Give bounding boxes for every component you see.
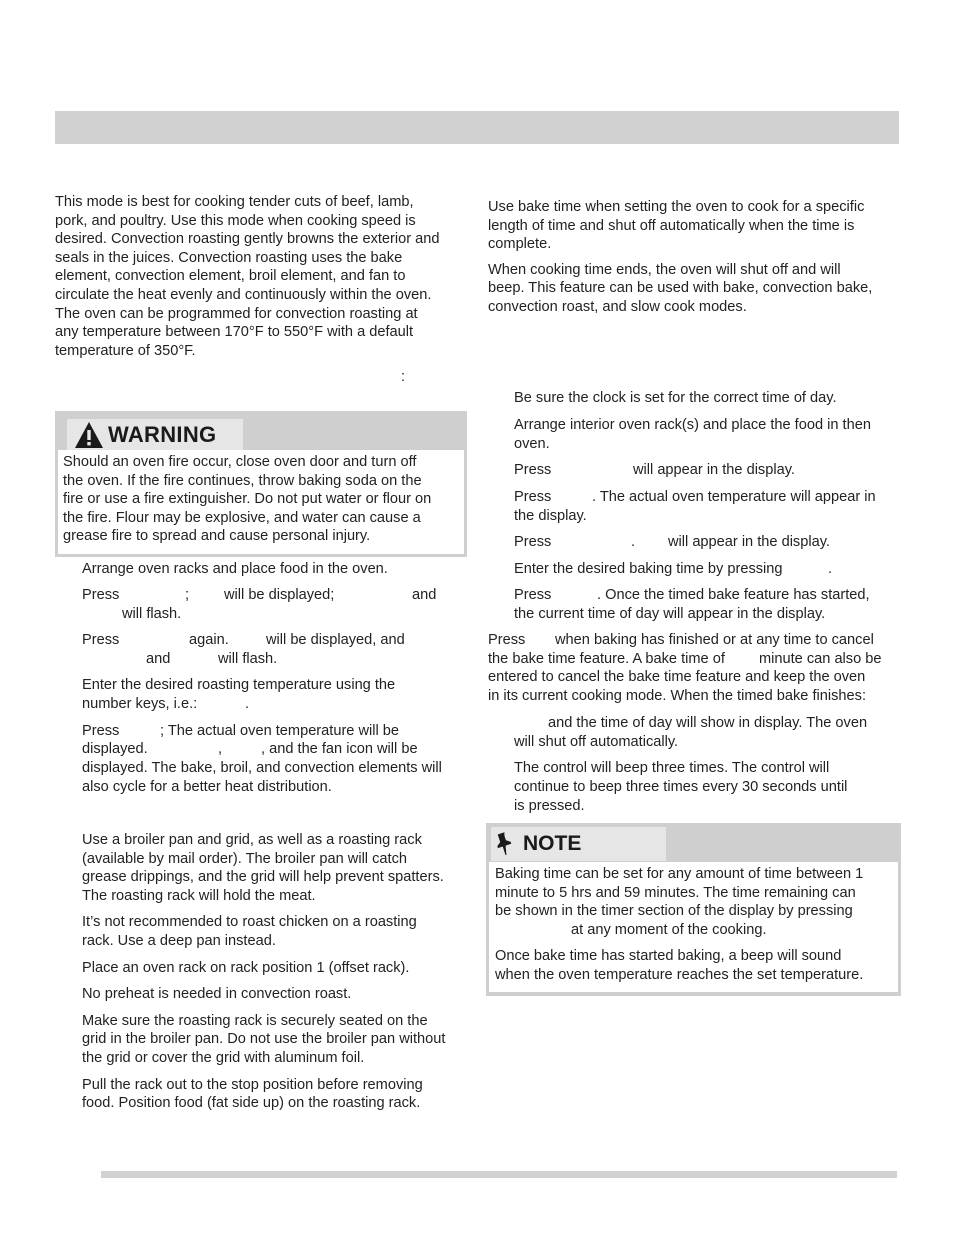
tip-line: Place an oven rack on rack position 1 (offset rack).	[82, 959, 410, 976]
intro-line: beep. This feature can be used with bake, convection bake,	[488, 280, 873, 297]
roast-step-3: will be displayed, and	[266, 632, 405, 648]
roast-step-3: again.	[189, 632, 229, 648]
note-line: minute to 5 hrs and 59 minutes. The time remaining can	[495, 884, 856, 901]
roast-step-3: Press	[82, 632, 120, 648]
tip-item	[82, 913, 472, 950]
bake-step-7: Press	[514, 587, 552, 603]
cancel-paragraph: entered to cancel the bake time feature and keep the oven	[488, 669, 866, 685]
tip-item	[82, 1012, 472, 1068]
tip-item	[82, 831, 472, 905]
finish-item-2: The control will beep three times. The control will	[514, 760, 830, 776]
bake-step-2: Arrange interior oven rack(s) and place the food in then	[514, 417, 871, 433]
tip-line: the grid or cover the grid with aluminum foil.	[82, 1049, 365, 1066]
roast-step-2: and	[412, 587, 437, 603]
roast-step-5: displayed. The bake, broil, and convection elements will	[82, 760, 442, 776]
tip-line: grid in the broiler pan. Do not use the broiler pan without	[82, 1031, 446, 1048]
tip-item	[82, 1076, 472, 1113]
tip-line: Use a broiler pan and grid, as well as a roasting rack	[82, 832, 422, 848]
intro-line: desired. Convection roasting gently browns the exterior and	[55, 231, 440, 248]
cancel-paragraph: Press	[488, 632, 526, 648]
tip-line: The roasting rack will hold the meat.	[82, 887, 316, 904]
convection-roast-intro	[55, 193, 475, 360]
warning-line: the oven. If the fire continues, throw baking soda on the	[63, 472, 422, 489]
header-bar	[55, 111, 899, 144]
warning-line: grease fire to spread and cause personal injury.	[63, 528, 371, 545]
intro-line: This mode is best for cooking tender cuts of beef, lamb,	[55, 194, 414, 210]
finish-item-2: continue to beep three times every 30 seconds until	[514, 779, 848, 795]
bake-step-1: Be sure the clock is set for the correct time of day.	[514, 390, 837, 406]
warning-body	[58, 450, 464, 554]
warning-triangle-icon	[74, 421, 104, 449]
note-box	[486, 823, 901, 996]
roast-step-2: will be displayed;	[224, 587, 335, 603]
bake-step-6: .	[828, 561, 833, 577]
bake-step-6: Enter the desired baking time by pressing	[514, 561, 783, 577]
note-line: be shown in the timer section of the display by pressing	[495, 903, 853, 920]
warning-label: WARNING	[108, 422, 217, 447]
tip-line: Pull the rack out to the stop position before removing	[82, 1076, 423, 1093]
tip-line: Make sure the roasting rack is securely seated on the	[82, 1012, 428, 1029]
warning-line: Should an oven fire occur, close oven door and turn off	[63, 454, 417, 470]
roast-step-4: number keys, i.e.:	[82, 696, 198, 712]
roast-step-5: displayed.	[82, 741, 148, 757]
procedure-colon: :	[401, 369, 406, 385]
roast-step-1: Arrange oven racks and place food in the oven.	[82, 561, 388, 577]
tip-item	[82, 959, 472, 978]
warning-line: fire or use a fire extinguisher. Do not put water or flour on	[63, 491, 432, 508]
tip-line: No preheat is needed in convection roast.	[82, 986, 352, 1003]
intro-line: pork, and poultry. Use this mode when cooking speed is	[55, 212, 416, 229]
note-header	[491, 827, 666, 861]
bake-time-intro	[488, 198, 900, 317]
roast-step-2: will flash.	[122, 606, 182, 622]
bake-step-7: the current time of day will appear in the display.	[514, 606, 826, 622]
bake-step-5: will appear in the display.	[668, 534, 830, 550]
cancel-paragraph: the bake time feature. A bake time of	[488, 651, 725, 667]
bake-step-4: the display.	[514, 508, 587, 524]
tip-item	[82, 985, 472, 1004]
bake-step-3: will appear in the display.	[633, 462, 795, 478]
tip-line: grease drippings, and the grid will help prevent spatters.	[82, 869, 444, 886]
roast-step-5: also cycle for a better heat distribution.	[82, 779, 332, 795]
bake-step-5: Press	[514, 534, 552, 550]
intro-line: circulate the heat evenly and continuously within the oven.	[55, 286, 432, 303]
roast-step-2: Press	[82, 587, 120, 603]
tip-line: (available by mail order). The broiler pan will catch	[82, 850, 407, 867]
bake-step-7: . Once the timed bake feature has started,	[597, 587, 870, 603]
intro-line: temperature of 350°F.	[55, 342, 196, 359]
intro-line: convection roast, and slow cook modes.	[488, 298, 747, 315]
intro-line: complete.	[488, 236, 552, 253]
bake-step-3: Press	[514, 462, 552, 478]
roast-step-4: Enter the desired roasting temperature using the	[82, 677, 396, 693]
finish-item-1: and the time of day will show in display. The oven	[548, 715, 868, 731]
warning-line: the fire. Flour may be explosive, and water can cause a	[63, 509, 421, 526]
warning-header	[67, 419, 243, 451]
roast-step-5: Press	[82, 723, 120, 739]
note-line: when the oven temperature reaches the set temperature.	[495, 966, 864, 983]
bake-step-4: . The actual oven temperature will appear in	[592, 489, 876, 505]
roast-step-4: .	[245, 696, 250, 712]
roast-step-3: and	[146, 651, 171, 667]
intro-line: When cooking time ends, the oven will shut off and will	[488, 261, 841, 278]
note-line: Once bake time has started baking, a beep will sound	[495, 948, 842, 965]
bake-step-5: .	[631, 534, 636, 550]
intro-line: any temperature between 170°F to 550°F with a default	[55, 324, 414, 341]
finish-item-1: will shut off automatically.	[514, 734, 679, 750]
tip-line: food. Position food (fat side up) on the roasting rack.	[82, 1095, 421, 1112]
warning-box	[55, 411, 467, 557]
note-line: at any moment of the cooking.	[571, 921, 767, 938]
tip-line: rack. Use a deep pan instead.	[82, 932, 276, 949]
tip-line: It’s not recommended to roast chicken on a roasting	[82, 914, 417, 931]
roast-step-5: ,	[218, 741, 223, 757]
roast-step-2: ;	[185, 587, 190, 603]
finish-item-2: is pressed.	[514, 798, 585, 814]
bake-step-4: Press	[514, 489, 552, 505]
note-line: Baking time can be set for any amount of time between 1	[495, 866, 864, 882]
pushpin-icon	[495, 831, 517, 857]
cancel-paragraph: when baking has finished or at any time to cancel	[555, 632, 874, 648]
intro-line: Use bake time when setting the oven to cook for a specific	[488, 199, 865, 215]
intro-line: The oven can be programmed for convection roasting at	[55, 305, 418, 322]
bake-step-2: oven.	[514, 436, 550, 452]
roast-step-5: , and the fan icon will be	[261, 741, 418, 757]
intro-line: length of time and shut off automatically when the time is	[488, 217, 855, 234]
roast-step-5: ; The actual oven temperature will be	[160, 723, 400, 739]
footer-bar	[101, 1171, 897, 1178]
intro-line: element, convection element, broil element, and fan to	[55, 268, 406, 285]
cancel-paragraph: in its current cooking mode. When the timed bake finishes:	[488, 688, 867, 704]
note-label: NOTE	[523, 832, 582, 855]
cancel-paragraph: minute can also be	[759, 651, 882, 667]
roast-tips	[82, 831, 472, 1113]
roast-step-3: will flash.	[218, 651, 278, 667]
note-body	[489, 862, 898, 992]
intro-line: seals in the juices. Convection roasting uses the bake	[55, 249, 403, 266]
